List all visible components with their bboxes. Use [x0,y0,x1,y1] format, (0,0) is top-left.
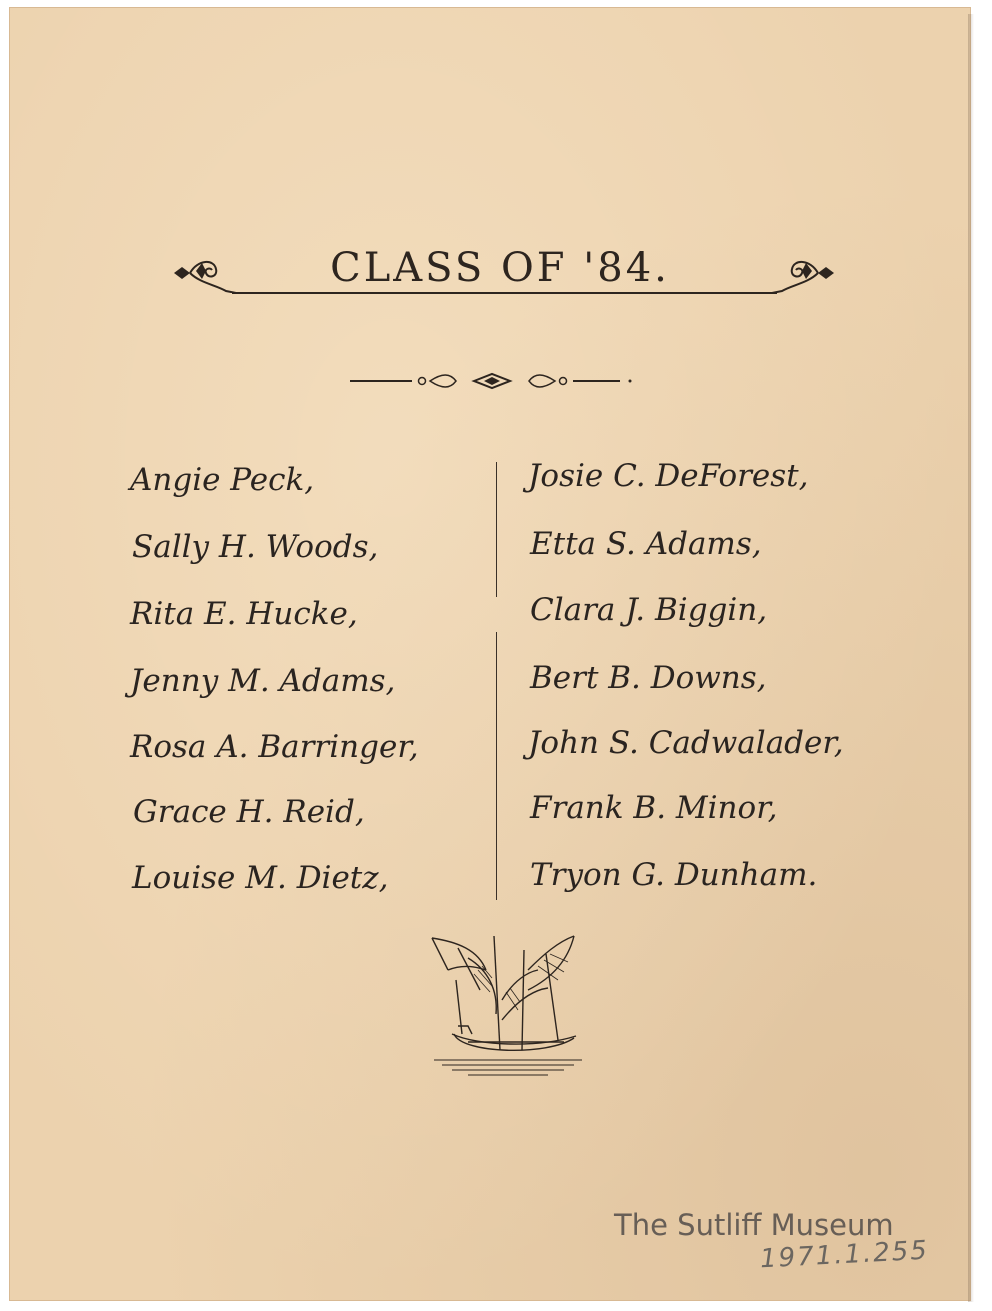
name-right-1: Josie C. DeForest, [528,458,809,494]
name-left-4: Jenny M. Adams, [130,663,396,699]
name-right-6: Frank B. Minor, [530,790,778,826]
name-left-1: Angie Peck, [130,462,315,498]
column-rule-top [496,462,497,597]
name-left-3: Rita E. Hucke, [130,596,358,632]
name-right-3: Clara J. Biggin, [530,592,768,628]
name-left-5: Rosa A. Barringer, [130,729,419,765]
name-left-7: Louise M. Dietz, [132,860,389,896]
name-left-6: Grace H. Reid, [133,794,365,830]
card-title: CLASS OF '84. [330,245,670,291]
column-rule-bottom [496,632,497,900]
ship-engraving-icon [428,930,588,1080]
name-right-2: Etta S. Adams, [530,526,762,562]
museum-watermark: The Sutliff Museum [614,1208,894,1242]
accession-number: 1971.1.255 [759,1235,930,1275]
name-right-4: Bert B. Downs, [530,660,767,696]
name-right-7: Tryon G. Dunham. [530,857,818,893]
name-right-5: John S. Cadwalader, [528,725,844,761]
name-left-2: Sally H. Woods, [132,529,379,565]
